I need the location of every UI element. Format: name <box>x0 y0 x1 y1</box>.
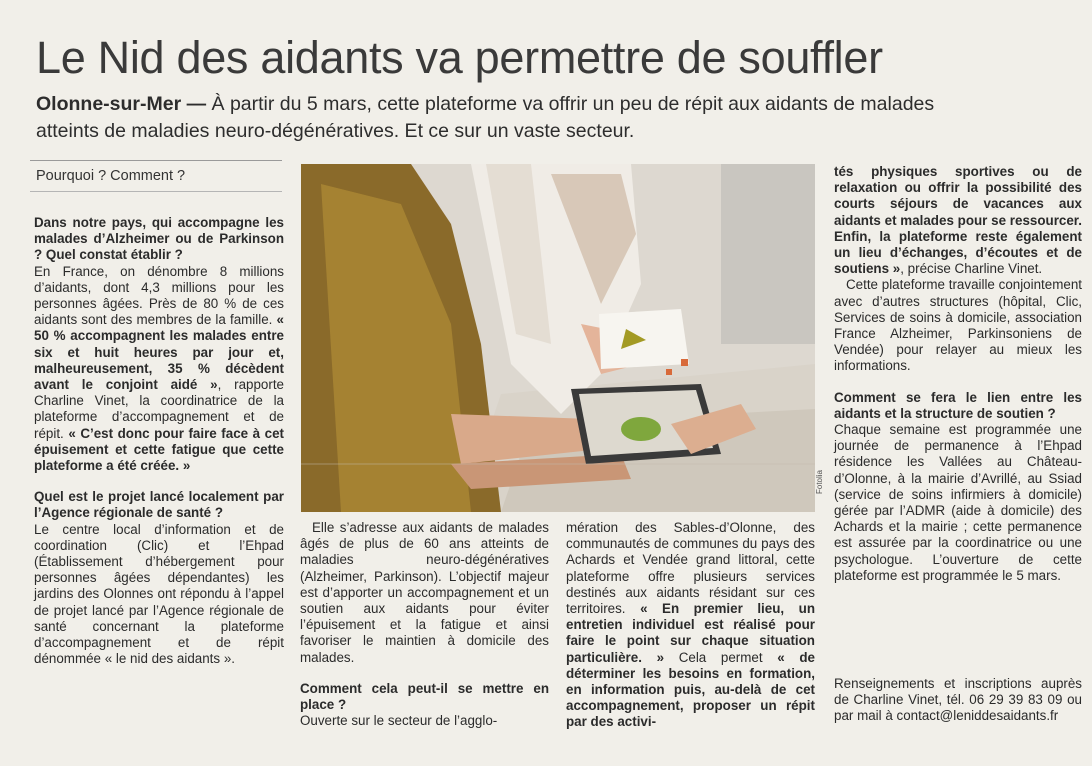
question-heading: Quel est le projet lancé localement par l’Agence régionale de santé ? <box>34 489 284 521</box>
quote-bold: « C’est donc pour faire face à cet épuisement et cette fatigue que cette plateforme a été créée. » <box>34 425 284 474</box>
photo-illustration <box>301 164 815 512</box>
question-heading: Comment se fera le lien entre les aidants et la structure de soutien ? <box>834 389 1082 421</box>
article-photo <box>301 164 815 512</box>
paragraph: Cette plateforme travaille conjointement avec d’autres structures (hôpital, Clic, Services de soins à domicile, association France Alzheimer, Parkinsoniens de Vendée) pour relayer au mieux les informations. <box>834 277 1082 374</box>
paragraph <box>566 520 815 731</box>
text-run: , précise Charline Vinet. <box>900 261 1043 277</box>
text-run: , rapporte Charline Vinet, la coordinatrice de la plateforme d’accompagnement et de répit. <box>34 377 284 441</box>
kicker: Pourquoi ? Comment ? <box>36 168 186 184</box>
dateline: Olonne-sur-Mer — <box>36 93 207 115</box>
text-run: Cela permet <box>664 649 778 665</box>
kicker-rule <box>30 191 282 192</box>
standfirst-text: À partir du 5 mars, cette plateforme va offrir un peu de répit aux aidants de malades atteints de maladies neuro-dégénératives. Et ce sur un vaste secteur. <box>36 93 935 142</box>
quote-bold: « de déterminer les besoins en formation, en information puis, au-delà de cet accompagnement, proposer un répit par des activi- <box>566 649 815 730</box>
paragraph: Chaque semaine est programmée une journée de permanence à l’Ehpad résidence les Vallées au Château-d’Olonne, à la mairie d’Avrillé, au Ssiad (service de soins infirmiers à domicile) gérée par l’ADMR (aide à domicile) des Achards et la mairie ; cette permanence est assurée par la coordinatrice ou une psychologue. L’ouverture de cette plateforme est programmée le 5 mars. <box>834 422 1082 583</box>
text-run: En France, on dénombre 8 millions d’aidants, dont 4,3 millions pour les personnes âgées. Près de 80 % de ces aidants sont des membres de la famille. <box>34 263 284 328</box>
quote-bold: « En premier lieu, un entretien individuel est réalisé pour faire le point sur chaque situation particulière. » <box>566 601 815 665</box>
article-headline: Le Nid des aidants va permettre de souffler <box>36 32 883 83</box>
paragraph: Le centre local d’information et de coordination (Clic) et l’Ehpad (Établissement d’hébergement pour personnes âgées dépendantes) les jardins des Olonnes ont répondu à l’appel de projet lancé par l’Agence régionale de santé concernant la plateforme d’accompagnement et de répit dénommée « le nid des aidants ». <box>34 521 284 667</box>
quote-bold: « 50 % accompagnent les malades entre six et huit heures par jour et, malheureusement, 35 % décèdent avant le conjoint aidé » <box>34 312 284 393</box>
question-heading: Dans notre pays, qui accompagne les malades d’Alzheimer ou de Parkinson ? Quel constat établir ? <box>34 215 284 263</box>
article-standfirst <box>36 91 936 145</box>
text-run: mération des Sables-d’Olonne, des communautés de communes du pays des Achards et Vendée grand littoral, cette plateforme offre plusieurs services destinés aux aidants résidant sur ces territoires. <box>566 520 815 617</box>
paragraph: Ouverte sur le secteur de l’agglo- <box>300 713 498 729</box>
paragraph <box>34 264 284 475</box>
column-2 <box>300 520 549 729</box>
section-rule <box>30 160 282 161</box>
paragraph <box>834 164 1082 277</box>
photo-credit: Fotolia <box>815 470 824 495</box>
column-4 <box>834 164 1082 584</box>
column-3 <box>566 520 815 731</box>
paragraph: Elle s’adresse aux aidants de malades âgés de plus de 60 ans atteints de maladies neuro-dégénératives (Alzheimer, Parkinson). L’objectif majeur est d’apporter un accompagnement et un soutien aux aidants pour éviter l’épuisement et la fatigue et ainsi favoriser le maintien à domicile des malades. <box>300 520 549 665</box>
column-1 <box>34 215 284 667</box>
question-heading: Comment cela peut-il se mettre en place ? <box>300 680 549 713</box>
contact-text: Renseignements et inscriptions auprès de Charline Vinet, tél. 06 29 39 83 09 ou par mail à contact@leniddesaidants.fr <box>834 676 1082 724</box>
contact-info <box>834 676 1082 725</box>
quote-bold: tés physiques sportives ou de relaxation ou offrir la possibilité des courts séjours de vacances aux aidants et malades pour se ressourcer. Enfin, la plateforme reste également un lieu d’échanges, d’écoutes et de soutiens » <box>834 164 1082 277</box>
